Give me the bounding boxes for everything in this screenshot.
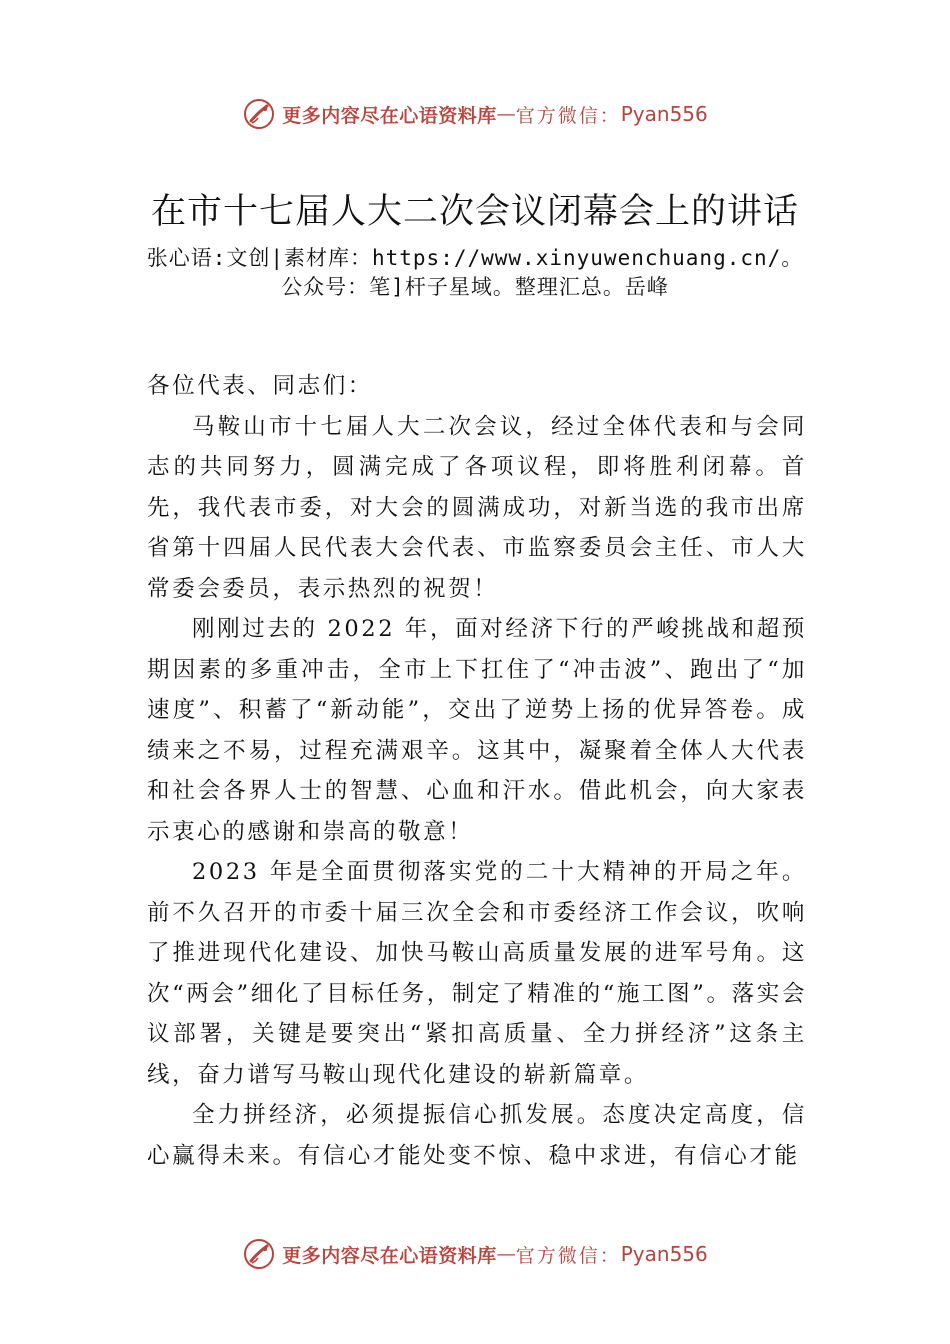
paragraph-3: 2023 年是全面贯彻落实党的二十大精神的开局之年。前不久召开的市委十届三次全会和市委经济工作会议，吹响了推进现代化建设、加快马鞍山高质量发展的进军号角。这次“两会”细化了目标任务，制定了精准的“施工图”。落实会议部署，关键是要突出“紧扣高质量、全力拼经济”这条主线，奋力谱写马鞍山现代化建设的崭新篇章。 xyxy=(147,859,807,1088)
banner-wechat-id: Pyan556 xyxy=(620,102,708,126)
banner-label: 官方微信： xyxy=(515,1244,621,1267)
banner-wechat-id: Pyan556 xyxy=(620,1242,708,1266)
header-banner xyxy=(0,92,950,136)
paragraph-1: 马鞍山市十七届人大二次会议，经过全体代表和与会同志的共同努力，圆满完成了各项议程，即将胜利闭幕。首先，我代表市委，对大会的圆满成功，对新当选的我市出席省第十四届人民代表大会代表、市监察委员会主任、市人大常委会委员，表示热烈的祝贺！ xyxy=(147,413,807,602)
banner-text: 更多内容尽在心语资料库 xyxy=(282,1244,497,1267)
paragraph-2: 刚刚过去的 2022 年，面对经济下行的严峻挑战和超预期因素的多重冲击，全市上下扛住了“冲击波”、跑出了“加速度”、积蓄了“新动能”，交出了逆势上扬的优异答卷。成绩来之不易，过程充满艰辛。这其中，凝聚着全体人大代表和社会各界人士的智慧、心血和汗水。借此机会，向大家表示衷心的感谢和崇高的敬意！ xyxy=(147,616,808,845)
banner-dash: — xyxy=(496,1243,516,1265)
page-title: 在市十七届人大二次会议闭幕会上的讲话 xyxy=(150,192,799,232)
footer-banner xyxy=(0,1232,950,1276)
banner-dash: — xyxy=(496,103,516,125)
speech-body xyxy=(147,366,807,1176)
brush-logo-icon xyxy=(242,1237,276,1271)
banner-text: 更多内容尽在心语资料库 xyxy=(282,104,497,127)
paragraph-4: 全力拼经济，必须提振信心抓发展。态度决定高度，信心赢得未来。有信心才能处变不惊、稳中求进，有信心才能 xyxy=(147,1102,807,1169)
greeting: 各位代表、同志们： xyxy=(147,373,373,399)
banner-label: 官方微信： xyxy=(515,104,621,127)
brush-logo-icon xyxy=(242,97,276,131)
source-attribution: 张心语:文创|素材库：https://www.xinyuwenchuang.cn/。公众号：笔]杆子星域。整理汇总。岳峰 xyxy=(146,246,804,299)
